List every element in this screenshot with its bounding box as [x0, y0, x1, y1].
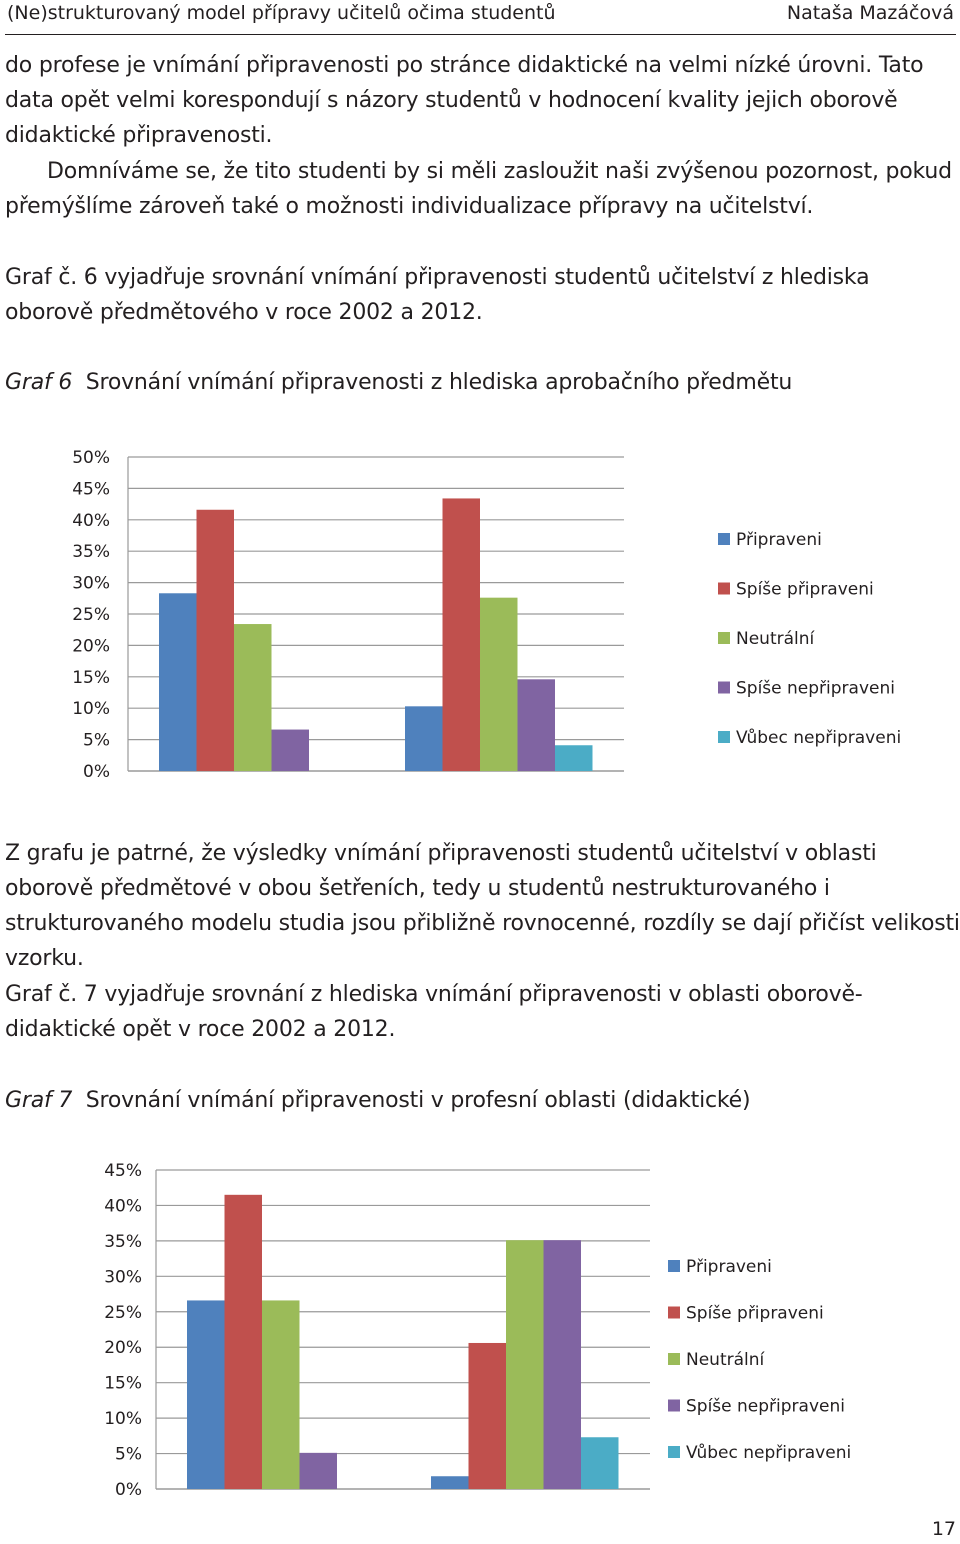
page-header — [5, 0, 956, 35]
y-tick-label: 45% — [104, 1161, 142, 1181]
graf7-caption-label: Graf 7 — [5, 1088, 73, 1113]
y-tick-label: 15% — [104, 1373, 142, 1394]
bar-neutrální-2002 — [262, 1300, 300, 1489]
y-tick-label: 40% — [104, 1196, 142, 1217]
bar-připraveni-2012 — [405, 706, 443, 771]
legend-label: Spíše připraveni — [686, 1303, 824, 1324]
running-title: (Ne)strukturovaný model přípravy učitelů očima studentů — [7, 2, 556, 24]
y-tick-label: 25% — [72, 605, 110, 625]
bar-neutrální-2012 — [506, 1240, 544, 1489]
legend-label: Spíše nepřipraveni — [736, 678, 895, 699]
bar-spíše-nepřipraveni-2012 — [518, 679, 556, 771]
graf6-caption-text: Srovnání vnímání připravenosti z hlediska aprobačního předmětu — [85, 370, 793, 395]
bar-připraveni-2002 — [187, 1300, 225, 1489]
bar-spíše-připraveni-2002 — [197, 510, 235, 771]
legend-swatch — [668, 1307, 680, 1319]
bar-spíše-připraveni-2012 — [443, 498, 481, 771]
graf6-caption — [5, 365, 960, 400]
legend-label: Připraveni — [686, 1257, 772, 1277]
bar-spíše-připraveni-2012 — [469, 1343, 507, 1489]
y-tick-label: 5% — [115, 1444, 142, 1465]
y-tick-label: 15% — [72, 667, 110, 688]
legend-swatch — [718, 731, 730, 743]
chart-graf6 — [0, 440, 960, 800]
legend-label: Spíše nepřipraveni — [686, 1396, 845, 1417]
graf6-caption-label: Graf 6 — [5, 370, 73, 395]
bar-spíše-nepřipraveni-2002 — [300, 1453, 338, 1489]
legend-label: Neutrální — [686, 1350, 765, 1370]
legend-swatch — [718, 583, 730, 595]
y-tick-label: 0% — [115, 1480, 142, 1500]
y-tick-label: 20% — [104, 1338, 142, 1359]
legend-swatch — [668, 1400, 680, 1412]
paragraph-4: Z grafu je patrné, že výsledky vnímání připravenosti studentů učitelství v oblasti oborově předmětové v obou šetřeních, tedy u studentů nestrukturovaného i strukturovaného modelu studia jsou přibližně rovnocenné, rozdíly se dají přičíst velikosti vzorku. — [5, 841, 960, 971]
page-number: 17 — [931, 1518, 956, 1540]
legend-label: Spíše připraveni — [736, 579, 874, 600]
y-tick-label: 45% — [72, 479, 110, 500]
legend-swatch — [668, 1260, 680, 1272]
graf7-caption — [5, 1083, 960, 1118]
y-tick-label: 5% — [83, 730, 110, 751]
legend-swatch — [668, 1446, 680, 1458]
y-tick-label: 35% — [72, 542, 110, 563]
y-tick-label: 10% — [72, 699, 110, 720]
bar-připraveni-2002 — [159, 593, 197, 771]
legend-label: Vůbec nepřipraveni — [736, 728, 902, 748]
legend-label: Připraveni — [736, 530, 822, 550]
y-tick-label: 30% — [104, 1267, 142, 1288]
bar-neutrální-2002 — [234, 624, 272, 771]
bar-spíše-připraveni-2002 — [225, 1195, 263, 1489]
y-tick-label: 20% — [72, 636, 110, 657]
paragraph-5: Graf č. 7 vyjadřuje srovnání z hlediska vnímání připravenosti v oblasti oborově-didaktické opět v roce 2002 a 2012. — [5, 982, 863, 1042]
graf7-caption-text: Srovnání vnímání připravenosti v profesní oblasti (didaktické) — [85, 1088, 751, 1113]
running-author: Nataša Mazáčová — [786, 2, 954, 24]
chart-graf7 — [0, 1150, 960, 1510]
bar-vůbec-nepřipraveni-2012 — [555, 745, 593, 771]
bar-spíše-nepřipraveni-2012 — [544, 1240, 582, 1489]
legend-label: Vůbec nepřipraveni — [686, 1443, 852, 1463]
bar-spíše-nepřipraveni-2002 — [272, 730, 310, 771]
y-tick-label: 25% — [104, 1302, 142, 1323]
legend-swatch — [718, 533, 730, 545]
bar-připraveni-2012 — [431, 1476, 469, 1489]
paragraph-2: Domníváme se, že tito studenti by si měli zasloužit naši zvýšenou pozornost, pokud přemýšlíme zároveň také o možnosti individualizace přípravy na učitelství. — [5, 159, 952, 219]
legend-label: Neutrální — [736, 629, 815, 649]
legend-swatch — [718, 632, 730, 644]
y-tick-label: 35% — [104, 1231, 142, 1252]
chart-graf6-svg — [0, 440, 960, 800]
y-tick-label: 30% — [72, 573, 110, 594]
y-tick-label: 40% — [72, 510, 110, 531]
chart-graf7-svg — [0, 1150, 960, 1510]
legend-swatch — [668, 1353, 680, 1365]
y-tick-label: 50% — [72, 448, 110, 468]
y-tick-label: 10% — [104, 1409, 142, 1430]
paragraph-1: do profese je vnímání připravenosti po stránce didaktické na velmi nízké úrovni. Tato data opět velmi korespondují s názory studentů v hodnocení kvality jejich oborově didaktické připravenosti. — [5, 53, 924, 148]
bar-vůbec-nepřipraveni-2012 — [581, 1437, 619, 1489]
legend-swatch — [718, 682, 730, 694]
bar-neutrální-2012 — [480, 598, 518, 771]
y-tick-label: 0% — [83, 762, 110, 782]
paragraph-3: Graf č. 6 vyjadřuje srovnání vnímání připravenosti studentů učitelství z hlediska oborově předmětového v roce 2002 a 2012. — [5, 265, 870, 325]
